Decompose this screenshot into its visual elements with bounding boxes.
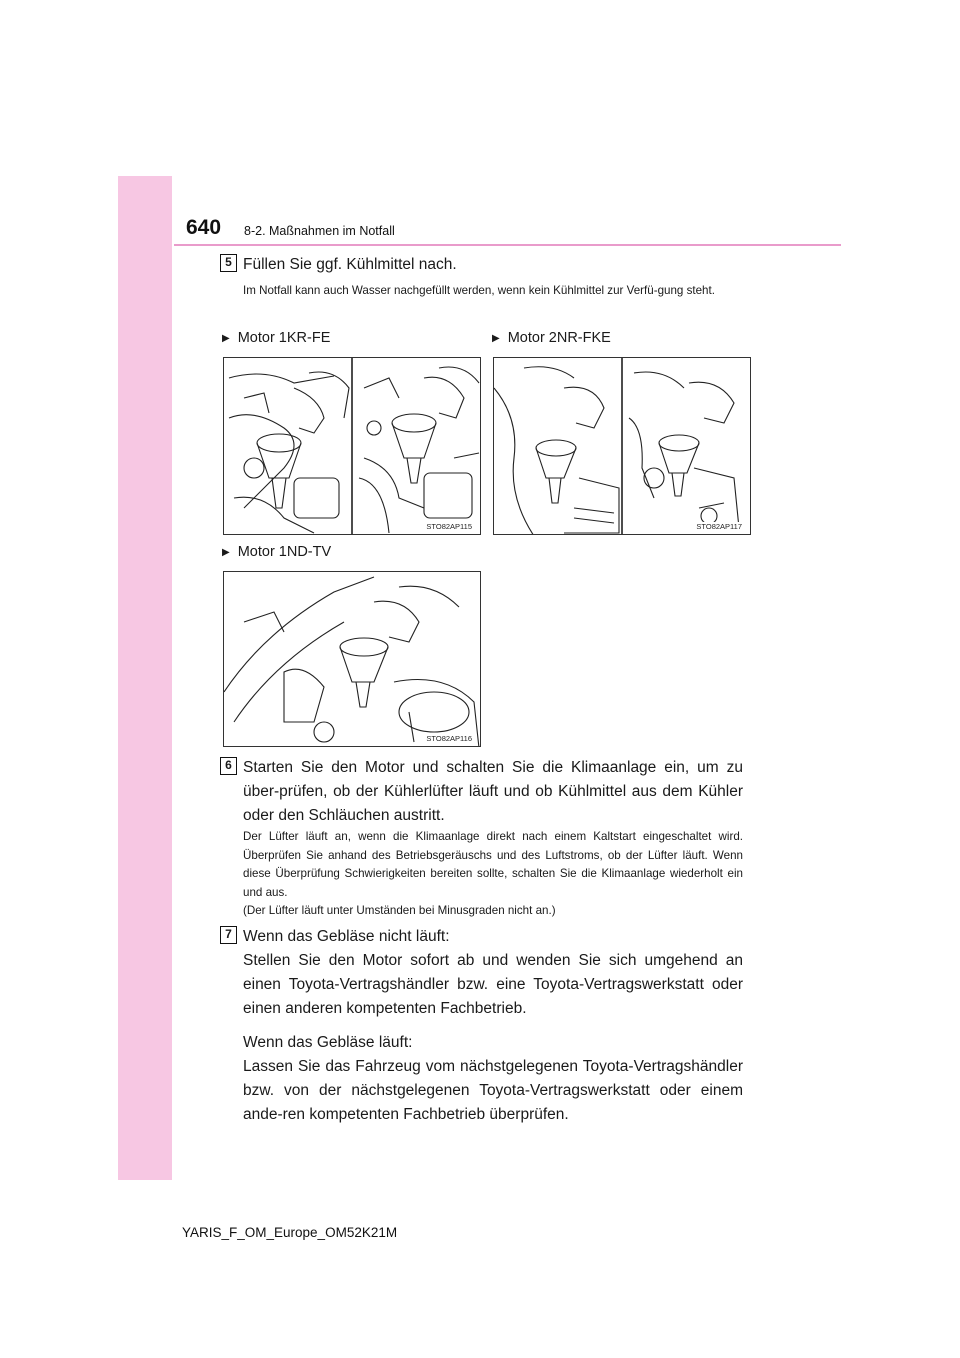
triangle-bullet-icon: ▶ xyxy=(222,333,230,344)
step-6-text: Starten Sie den Motor und schalten Sie die Klimaanlage ein, um zu über-prüfen, ob der Kühlerlüfter läuft und ob Kühlmittel aus dem Kühler oder den Schläuchen austritt. xyxy=(243,759,743,824)
step-7-text xyxy=(243,925,743,1127)
step-number-7: 7 xyxy=(220,926,237,944)
figure-label-1kr: ▶ Motor 1KR-FE xyxy=(222,330,331,346)
figure-label-2nr: ▶ Motor 2NR-FKE xyxy=(492,330,611,346)
figure-code: STO82AP115 xyxy=(426,522,472,531)
figure-1kr-fe-engine xyxy=(223,357,481,535)
header-divider xyxy=(174,244,841,246)
step-5-note: Im Notfall kann auch Wasser nachgefüllt werden, wenn kein Kühlmittel zur Verfü-gung steht. xyxy=(243,284,715,297)
figure-label-1nd: ▶ Motor 1ND-TV xyxy=(222,544,332,560)
page-number: 640 xyxy=(186,216,222,239)
step-7-action-2: Lassen Sie das Fahrzeug vom nächstgelegenen Toyota-Vertragshändler bzw. von der nächstgelegenen Toyota-Vertragswerkstatt oder einem ande-ren kompetenten Fachbetrieb überprüfen. xyxy=(243,1058,743,1123)
step-6-note-line-2: (Der Lüfter läuft unter Umständen bei Minusgraden nicht an.) xyxy=(243,904,556,917)
triangle-bullet-icon: ▶ xyxy=(222,547,230,558)
engine-illustration-2nr xyxy=(494,358,751,535)
figure-2nr-fke-engine xyxy=(493,357,751,535)
step-7-action-1: Stellen Sie den Motor sofort ab und wenden Sie sich umgehend an einen Toyota-Vertragshändler bzw. eine Toyota-Vertragswerkstatt oder einen anderen kompetenten Fachbetrieb. xyxy=(243,952,743,1017)
engine-illustration-1kr xyxy=(224,358,481,535)
step-5-text: Füllen Sie ggf. Kühlmittel nach. xyxy=(243,256,457,273)
step-6-note-line-1: Der Lüfter läuft an, wenn die Klimaanlage direkt nach einem Kaltstart eingeschaltet wird. Überprüfen Sie anhand des Betriebsgeräuschs und des Luftstroms, ob der Lüfter läuft. Wenn diese Überprüfung Schwierigkeiten bereiten sollte, schalten Sie die Klimaanlage wiederholt ein und aus. xyxy=(243,830,743,899)
engine-illustration-1nd xyxy=(224,572,481,747)
section-title: 8-2. Maßnahmen im Notfall xyxy=(244,224,395,238)
step-number-6: 6 xyxy=(220,757,237,775)
footer-document-id: YARIS_F_OM_Europe_OM52K21M xyxy=(182,1225,398,1240)
triangle-bullet-icon: ▶ xyxy=(492,333,500,344)
step-7-condition-1: Wenn das Gebläse nicht läuft: xyxy=(243,928,450,945)
figure-1nd-tv-engine xyxy=(223,571,481,747)
step-6-note xyxy=(243,828,743,921)
section-sidebar-tab xyxy=(118,176,172,1180)
figure-code: STO82AP116 xyxy=(426,734,472,743)
step-number-5: 5 xyxy=(220,254,237,272)
figure-code: STO82AP117 xyxy=(696,522,742,531)
step-7-condition-2: Wenn das Gebläse läuft: xyxy=(243,1034,413,1051)
